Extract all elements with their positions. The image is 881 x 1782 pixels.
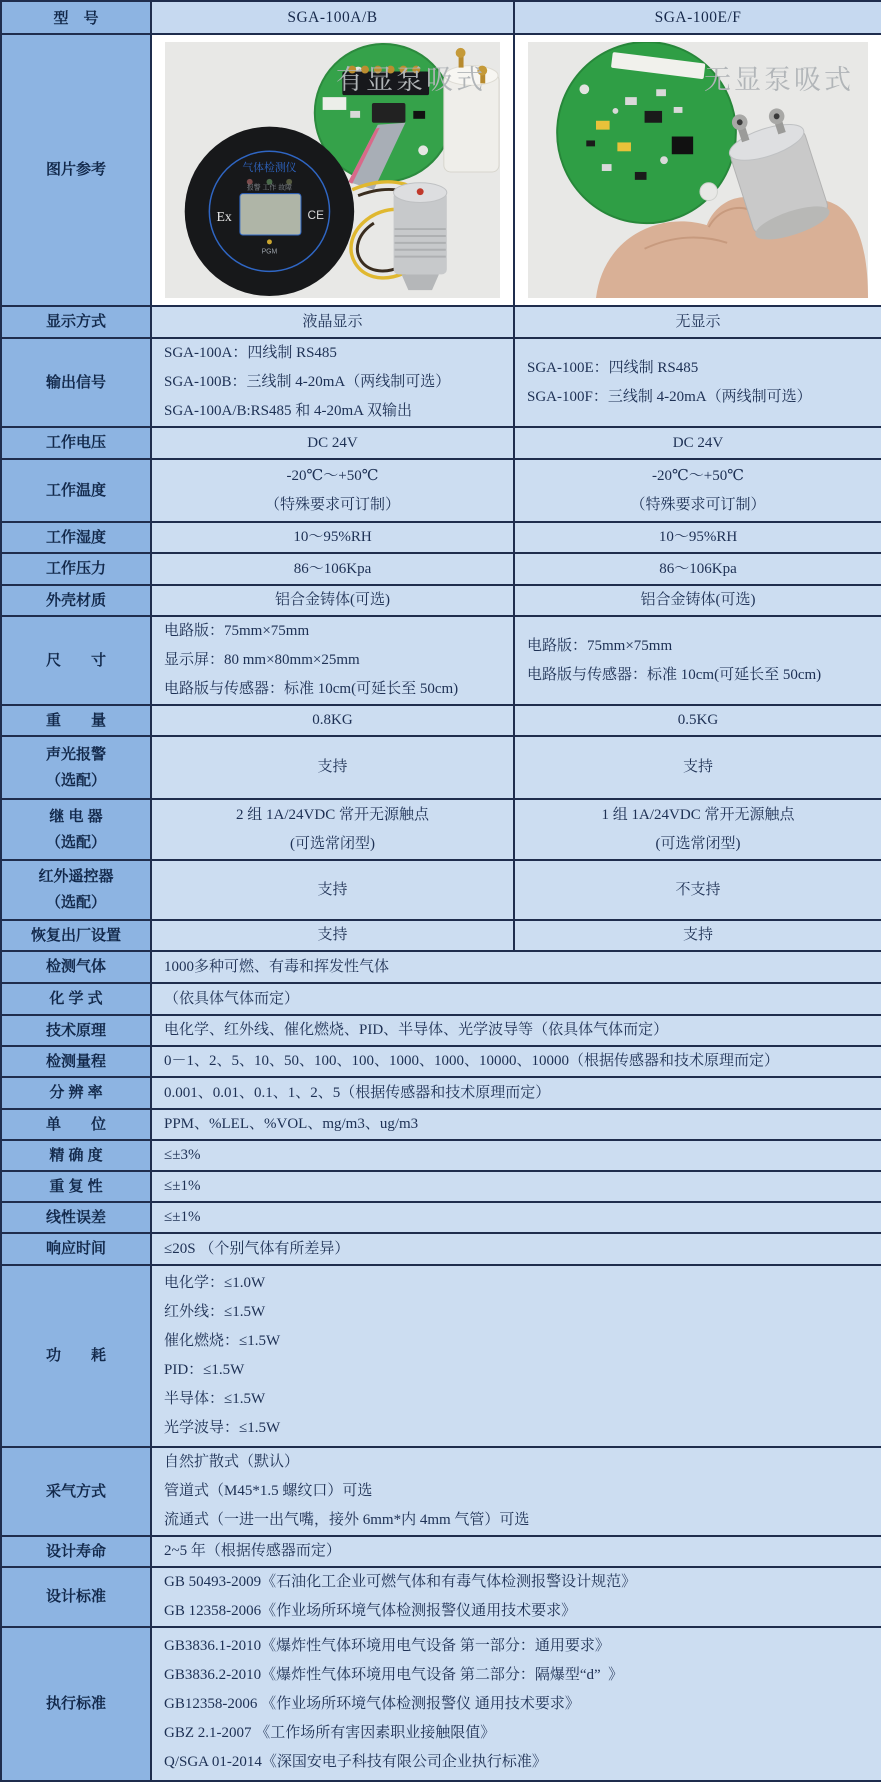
cell-line: 电路版：75mm×75mm (527, 637, 673, 654)
spec-row-factory-reset (1, 920, 881, 951)
row-label-cell (1, 1046, 151, 1077)
model-name-b: SGA-100E/F (514, 1, 881, 34)
row-label-line: 分 辨 率 (49, 1084, 103, 1101)
cell-content (515, 753, 881, 782)
row-label-cell (1, 522, 151, 553)
spec-row-weight (1, 705, 881, 736)
value-cell-full (151, 1265, 881, 1447)
cell-line: 支持 (317, 927, 348, 943)
value-cell-a (151, 522, 514, 553)
cell-content (152, 706, 513, 735)
value-cell-a (151, 427, 514, 459)
cell-content (152, 1141, 881, 1170)
cell-content (515, 921, 881, 950)
cell-content (152, 985, 881, 1014)
value-cell-b (514, 799, 881, 860)
cell-line: DC 24V (307, 434, 358, 451)
row-label-cell (1, 799, 151, 860)
row-label-line: 工作压力 (45, 560, 106, 577)
row-label-line: 工作温度 (45, 481, 106, 499)
cell-line: 液晶显示 (302, 313, 363, 330)
cell-line: 电路版：75mm×75mm (164, 623, 310, 639)
cell-line: 无显示 (675, 313, 721, 330)
cell-line: SGA-100E：四线制 RS485 (527, 359, 699, 376)
spec-row-working-pressure (1, 553, 881, 585)
cell-line: 支持 (682, 759, 713, 775)
cell-line: 1 组 1A/24VDC 常开无源触点 (601, 806, 795, 823)
value-cell-a (151, 920, 514, 951)
value-cell-full (151, 1536, 881, 1567)
cell-line: SGA-100A：四线制 RS485 (164, 345, 337, 361)
cell-content (152, 953, 881, 982)
row-label (2, 708, 150, 734)
cell-line: 2 组 1A/24VDC 常开无源触点 (236, 806, 429, 823)
cell-line: 自然扩散式（默认） (164, 1454, 300, 1470)
cell-content (515, 632, 881, 690)
cell-content (152, 1235, 881, 1264)
value-cell-b (514, 616, 881, 705)
value-cell-full (151, 1077, 881, 1109)
cell-line: ≤±1% (164, 1178, 201, 1194)
row-label (2, 478, 150, 504)
cell-content (152, 1079, 881, 1108)
spec-row-resolution (1, 1077, 881, 1109)
cell-line: 红外线：≤1.5W (164, 1304, 266, 1320)
value-cell-full (151, 1015, 881, 1046)
spec-row-accuracy (1, 1140, 881, 1171)
cell-line: 流通式（一进一出气嘴，接外 6mm*内 4mm 气管）可选 (164, 1512, 530, 1528)
cell-line: GB3836.1-2010《爆炸性气体环境用电气设备 第一部分：通用要求》 (164, 1637, 610, 1654)
row-label-line: （选配） (45, 894, 106, 911)
model-name-a: SGA-100A/B (151, 1, 514, 34)
cell-content (515, 586, 881, 615)
row-label-line: 重 量 (45, 711, 106, 729)
value-cell-a (151, 799, 514, 860)
cell-content (515, 706, 881, 735)
row-label (2, 1205, 150, 1231)
row-label-line: 检测气体 (45, 958, 106, 975)
cell-line: 电路版与传感器：标准 10cm(可延长至 50cm) (164, 681, 459, 697)
cell-line: PPM、%LEL、%VOL、mg/m3、ug/m3 (164, 1116, 419, 1132)
gas-detector-device-icon (185, 127, 354, 296)
spec-row-detected-gases (1, 951, 881, 983)
row-label-cell (1, 1447, 151, 1536)
cell-content (515, 462, 881, 520)
cell-line: GB12358-2006 《作业场所环境气体检测报警仪 通用技术要求》 (164, 1695, 580, 1712)
cell-line: 支持 (317, 759, 348, 775)
row-label-line: 输出信号 (45, 373, 106, 391)
row-label-cell (1, 1233, 151, 1265)
cell-line: 光学波导：≤1.5W (164, 1420, 281, 1436)
cell-line: 电化学、红外线、催化燃烧、PID、半导体、光学波导等（依具体气体而定） (164, 1022, 669, 1038)
row-label-line: 尺 寸 (45, 651, 106, 669)
row-label-line: （选配） (45, 771, 106, 789)
cell-content (152, 1047, 881, 1076)
row-label-line: 红外遥控器 (38, 868, 114, 885)
row-label (2, 525, 150, 551)
spec-row-design-life (1, 1536, 881, 1567)
spec-row-output-signal (1, 338, 881, 427)
cell-line: -20℃～+50℃ (286, 467, 379, 484)
value-cell-a (151, 860, 514, 920)
cell-line: (可选常闭型) (655, 835, 741, 852)
row-label (2, 1236, 150, 1262)
row-label (2, 1691, 150, 1717)
spec-row-units (1, 1109, 881, 1140)
value-cell-b (514, 860, 881, 920)
spec-row-chemical-formula (1, 983, 881, 1015)
row-label (2, 309, 150, 335)
value-cell-a (151, 736, 514, 799)
row-label-cell (1, 306, 151, 338)
cell-content (515, 308, 881, 337)
pgm-label-text: PGM (261, 248, 278, 256)
row-label-cell (1, 1265, 151, 1447)
cell-line: GB3836.2-2010《爆炸性气体环境用电气设备 第二部分：隔爆型“d” 》 (164, 1666, 624, 1683)
cell-content (152, 1110, 881, 1139)
cell-content (152, 1269, 881, 1443)
value-cell-b (514, 338, 881, 427)
spec-row-sampling-method (1, 1447, 881, 1536)
row-label-cell (1, 920, 151, 951)
row-label (2, 1080, 150, 1106)
cell-line: （特殊要求可订制） (630, 496, 766, 513)
row-label (2, 1112, 150, 1138)
cell-line: 10～95%RH (293, 529, 372, 545)
spec-row-technical-principle (1, 1015, 881, 1046)
row-label-line: 工作湿度 (45, 528, 106, 546)
spec-row-display-mode (1, 306, 881, 338)
ce-mark-text: CE (307, 208, 324, 223)
row-label-cell (1, 338, 151, 427)
cell-line: 86～106Kpa (293, 560, 372, 577)
cell-line: 支持 (317, 881, 348, 898)
row-label (2, 954, 150, 980)
row-label (2, 986, 150, 1012)
row-label (2, 370, 150, 396)
ribbed-sensor-cylinder-icon (394, 183, 447, 290)
model-header-row (1, 1, 881, 34)
cell-content (152, 1632, 881, 1777)
row-label (2, 804, 150, 856)
product-photo-b (528, 42, 868, 298)
value-cell-full (151, 951, 881, 983)
cell-content (152, 1172, 881, 1201)
photo-row-label-cell (1, 34, 151, 306)
row-label-cell (1, 585, 151, 616)
cell-line: 铝合金铸体(可选) (275, 592, 390, 608)
row-label-cell (1, 427, 151, 459)
cell-content (515, 555, 881, 584)
value-cell-a (151, 459, 514, 522)
cell-line: 支持 (682, 927, 713, 943)
cell-line: 铝合金铸体(可选) (640, 592, 756, 608)
row-label-line: 设计标准 (45, 1588, 106, 1605)
row-label-cell (1, 1077, 151, 1109)
cell-line: ≤±3% (164, 1147, 201, 1163)
photo-reference-row (1, 34, 881, 306)
row-label (2, 1018, 150, 1044)
row-label (2, 1479, 150, 1505)
value-cell-a (151, 705, 514, 736)
value-cell-a (151, 585, 514, 616)
row-label-cell (1, 1567, 151, 1627)
cell-content (152, 429, 513, 458)
row-label (2, 430, 150, 456)
cell-line: SGA-100F：三线制 4-20mA（两线制可选） (527, 388, 812, 405)
spec-row-design-standards (1, 1567, 881, 1627)
spec-row-detection-range (1, 1046, 881, 1077)
spec-row-execution-standards (1, 1627, 881, 1781)
row-label-line: 精 确 度 (49, 1146, 103, 1164)
row-label-cell (1, 1171, 151, 1202)
cell-line: 2~5 年（根据传感器而定） (164, 1543, 341, 1559)
row-label-line: 声光报警 (45, 745, 106, 763)
cell-line: 0.5KG (677, 712, 719, 728)
row-label (2, 1143, 150, 1169)
row-label-line: 恢复出厂设置 (30, 926, 121, 944)
cell-content (152, 586, 513, 615)
value-cell-full (151, 1627, 881, 1781)
cell-content (152, 462, 513, 520)
cell-line: (可选常闭型) (290, 835, 375, 852)
value-cell-full (151, 1233, 881, 1265)
row-label-line: 图片参考 (45, 161, 106, 178)
ex-mark-text: Ex (216, 209, 232, 225)
row-label (2, 1343, 150, 1369)
spec-row-shell-material (1, 585, 881, 616)
cell-line: GB 50493-2009《石油化工企业可燃气体和有毒气体检测报警设计规范》 (164, 1574, 637, 1590)
cell-content (152, 1568, 881, 1626)
cell-content (152, 523, 513, 552)
spec-row-ir-remote (1, 860, 881, 920)
cell-content (515, 523, 881, 552)
cell-line: 86～106Kpa (659, 560, 737, 577)
cell-line: 催化燃烧：≤1.5W (164, 1333, 281, 1349)
cell-content (515, 876, 881, 905)
cell-content (152, 308, 513, 337)
value-cell-full (151, 1046, 881, 1077)
value-cell-b (514, 553, 881, 585)
row-label-line: 线性误差 (45, 1208, 106, 1226)
value-cell-b (514, 920, 881, 951)
cell-line: （依具体气体而定） (164, 990, 300, 1007)
cell-content (152, 1203, 881, 1232)
row-label-cell (1, 1109, 151, 1140)
cell-line: ≤20S （个别气体有所差异） (164, 1240, 350, 1257)
row-label-line: 采气方式 (45, 1482, 106, 1500)
row-label (2, 588, 150, 614)
cell-line: DC 24V (672, 434, 724, 451)
cell-line: 1000多种可燃、有毒和挥发性气体 (164, 958, 390, 975)
value-cell-a (151, 616, 514, 705)
cell-line: 显示屏：80 mm×80mm×25mm (164, 652, 360, 668)
row-label-line: 检测量程 (45, 1052, 106, 1070)
led-labels-text: 报警 工作 故障 (246, 184, 292, 192)
row-label-line: 显示方式 (45, 313, 106, 330)
spec-row-sound-light-alarm (1, 736, 881, 799)
value-cell-full (151, 1109, 881, 1140)
row-label (2, 742, 150, 794)
cell-content (152, 339, 513, 426)
row-label-line: 设计寿命 (45, 1542, 106, 1560)
cell-line: -20℃～+50℃ (651, 467, 744, 484)
value-cell-full (151, 1171, 881, 1202)
cell-line: 电路版与传感器：标准 10cm(可延长至 50cm) (527, 666, 822, 683)
product-photo-cell-a (151, 34, 514, 306)
watermark-pump-with-display: 有显泵吸式 (336, 65, 486, 95)
spec-row-working-voltage (1, 427, 881, 459)
cell-line: 0－1、2、5、10、50、100、100、1000、1000、10000、10000（根据传感器和技术原理而定） (164, 1053, 780, 1069)
row-label (2, 923, 150, 949)
row-label-line: 响应时间 (45, 1240, 106, 1257)
watermark-pump-without-display: 无显泵吸式 (704, 65, 854, 95)
row-label-cell (1, 1627, 151, 1781)
pcb-board-icon (557, 42, 736, 223)
value-cell-b (514, 585, 881, 616)
spec-row-dimensions (1, 616, 881, 705)
product-photo-b-illustration (528, 42, 868, 298)
row-label (2, 1049, 150, 1075)
spec-row-working-temperature (1, 459, 881, 522)
spec-row-relay (1, 799, 881, 860)
cell-content (152, 1448, 881, 1535)
spec-row-linearity-error (1, 1202, 881, 1233)
cell-line: 0.8KG (312, 712, 353, 728)
row-label (2, 864, 150, 916)
cell-line: （特殊要求可订制） (264, 496, 400, 513)
cell-line: GB 12358-2006《作业场所环境气体检测报警仪通用技术要求》 (164, 1603, 577, 1619)
row-label-cell (1, 705, 151, 736)
product-photo-cell-b (514, 34, 881, 306)
value-cell-a (151, 338, 514, 427)
cell-content (515, 429, 881, 458)
row-label-cell (1, 860, 151, 920)
row-label-line: 重 复 性 (49, 1177, 103, 1195)
row-label-cell (1, 553, 151, 585)
value-cell-b (514, 522, 881, 553)
row-label (2, 648, 150, 674)
row-label-line: 化 学 式 (49, 990, 103, 1007)
row-label (2, 1174, 150, 1200)
cell-content (152, 1537, 881, 1566)
cell-content (152, 801, 513, 859)
cell-line: ≤±1% (164, 1209, 201, 1225)
value-cell-b (514, 427, 881, 459)
value-cell-full (151, 983, 881, 1015)
product-photo-a (165, 42, 500, 298)
cell-line: 不支持 (675, 881, 721, 898)
cell-line: Q/SGA 01-2014《深国安电子科技有限公司企业执行标准》 (164, 1753, 547, 1770)
cell-line: GBZ 2.1-2007 《工作场所有害因素职业接触限值》 (164, 1724, 496, 1741)
row-label-cell (1, 736, 151, 799)
cell-content (152, 617, 513, 704)
row-label-cell (1, 1015, 151, 1046)
cell-content (152, 1016, 881, 1045)
row-label-cell (1, 459, 151, 522)
cell-content (152, 555, 513, 584)
row-label-line: 继 电 器 (49, 807, 103, 825)
cell-content (152, 921, 513, 950)
value-cell-a (151, 306, 514, 338)
cell-line: 管道式（M45*1.5 螺纹口）可选 (164, 1483, 373, 1499)
row-label-cell (1, 616, 151, 705)
spec-row-response-time (1, 1233, 881, 1265)
cell-line: SGA-100B：三线制 4-20mA（两线制可选） (164, 374, 451, 390)
cell-content (152, 876, 513, 905)
cell-content (515, 354, 881, 412)
value-cell-full (151, 1202, 881, 1233)
row-label-cell (1, 1140, 151, 1171)
value-cell-full (151, 1140, 881, 1171)
product-photo-a-illustration (165, 42, 500, 298)
row-label (2, 1539, 150, 1565)
row-label (2, 556, 150, 582)
cell-line: PID：≤1.5W (164, 1362, 245, 1378)
row-label-cell (1, 951, 151, 983)
spec-row-working-humidity (1, 522, 881, 553)
value-cell-a (151, 553, 514, 585)
row-label-line: 工作电压 (45, 434, 106, 451)
row-label-cell (1, 1536, 151, 1567)
cell-line: 半导体：≤1.5W (164, 1391, 266, 1407)
value-cell-b (514, 459, 881, 522)
value-cell-b (514, 705, 881, 736)
row-label-line: （选配） (45, 833, 106, 851)
spec-row-power-consumption (1, 1265, 881, 1447)
row-label-line: 技术原理 (45, 1021, 106, 1039)
row-label-cell (1, 983, 151, 1015)
value-cell-b (514, 736, 881, 799)
row-label (2, 1584, 150, 1610)
value-cell-b (514, 306, 881, 338)
cell-line: 10～95%RH (658, 529, 738, 545)
cell-content (515, 801, 881, 859)
row-label-cell (1, 1202, 151, 1233)
cell-content (152, 753, 513, 782)
value-cell-full (151, 1447, 881, 1536)
spec-row-repeatability (1, 1171, 881, 1202)
cell-line: 0.001、0.01、0.1、1、2、5（根据传感器和技术原理而定） (164, 1084, 551, 1101)
device-name-text: 气体检测仪 (242, 161, 297, 174)
row-label-line: 执行标准 (45, 1695, 106, 1712)
row-label-line: 单 位 (45, 1115, 106, 1133)
row-label-line: 功 耗 (45, 1347, 106, 1364)
value-cell-full (151, 1567, 881, 1627)
row-label-line: 外壳材质 (45, 591, 106, 609)
cell-line: SGA-100A/B:RS485 和 4-20mA 双输出 (164, 403, 412, 419)
model-header-label: 型 号 (1, 1, 151, 34)
cell-line: 电化学：≤1.0W (164, 1275, 266, 1291)
